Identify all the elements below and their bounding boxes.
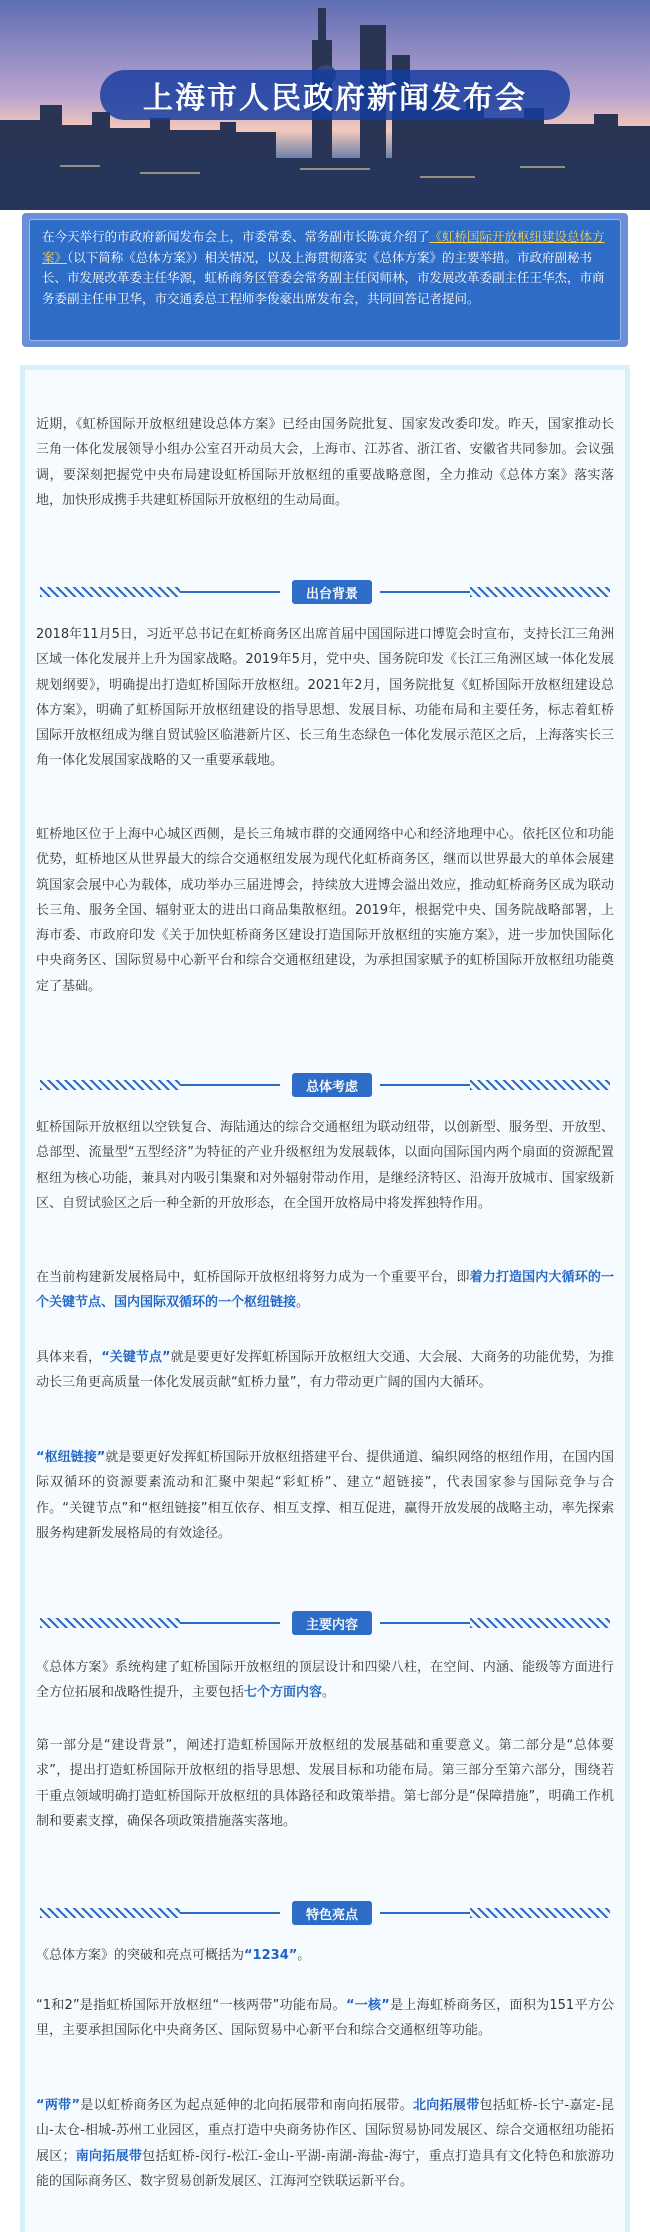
highlights-p1-emphasis: “1234” xyxy=(244,1948,298,1963)
intro-text-part1: 在今天举行的市政府新闻发布会上，市委常委、常务副市长陈寅介绍了 xyxy=(42,229,430,244)
intro-text xyxy=(29,219,621,341)
highlights-p3-north-desc: 包括虹桥-长宁-嘉定-昆山-太仓-相城-苏州工业园区，重点打造中央商务协作区、国际贸易协同发展区、综合交通枢纽功能拓展区； xyxy=(36,2098,614,2164)
highlights-paragraph-1 xyxy=(36,1943,614,1968)
section-divider-line xyxy=(380,1084,470,1086)
intro-box xyxy=(22,213,628,347)
intro-plan-link[interactable]: 《虹桥国际开放枢纽建设总体方案》 xyxy=(42,229,605,265)
considerations-p3-text: 具体来看， xyxy=(36,1350,102,1365)
highlights-p3-emphasis: “两带” xyxy=(36,2098,81,2113)
section-divider-line xyxy=(380,591,470,593)
intro-text-part2: （以下简称《总体方案》）相关情况，以及上海贯彻落实《总体方案》的主要举措。市政府副秘书长、市发展改革委主任华源，虹桥商务区管委会常务副主任闵师林，市发展改革委副主任王华杰，市商务委副主任申卫华，市交通委总工程师李俊豪出席发布会，共同回答记者提问。 xyxy=(42,249,605,306)
lead-paragraph: 近期，《虹桥国际开放枢纽建设总体方案》已经由国务院批复、国家发改委印发。昨天，国家推动长三角一体化发展领导小组办公室召开动员大会，上海市、江苏省、浙江省、安徽省共同参加。会议强调，要深刻把握党中央布局建设虹桥国际开放枢纽的重要战略意图，全力推动《总体方案》落实落地，加快形成携手共建虹桥国际开放枢纽的生动局面。 xyxy=(36,417,614,508)
highlights-p3-north-belt: 北向拓展带 xyxy=(413,2098,480,2113)
considerations-paragraph-4 xyxy=(36,1445,614,1546)
section-divider-line xyxy=(380,1622,470,1624)
section-divider-line xyxy=(180,1084,280,1086)
section-divider-line xyxy=(180,591,280,593)
section-divider-left xyxy=(40,1618,180,1628)
content-p1-emphasis: 七个方面内容 xyxy=(244,1685,323,1701)
content-paragraph-2: 第一部分是“建设背景”，阐述打造虹桥国际开放枢纽的发展基础和重要意义。第二部分是“总体要求”，提出打造虹桥国际开放枢纽的指导思想、发展目标和功能布局。第三部分至第六部分，围绕若干重点领域明确打造虹桥国际开放枢纽的具体路径和政策举措。第七部分是“保障措施”，明确工作机制和要素支撑，确保各项政策措施落实落地。 xyxy=(36,1738,614,1829)
section-divider-right xyxy=(470,1618,610,1628)
content-p1-text: 《总体方案》系统构建了虹桥国际开放枢纽的顶层设计和四梁八柱，在空间、内涵、能级等方面进行全方位拓展和战略性提升，主要包括 xyxy=(36,1660,614,1701)
highlights-p3-south-desc: 包括虹桥-闵行-松江-金山-平湖-南湖-海盐-海宁，重点打造具有文化特色和旅游功能的国际商务区、数字贸易创新发展区、江海河空铁联运新平台。 xyxy=(36,2148,614,2189)
highlights-paragraph-2 xyxy=(36,1993,614,2044)
banner-title-bar xyxy=(100,70,570,120)
banner-title: 上海市人民政府新闻发布会 xyxy=(143,81,527,116)
section-divider-right xyxy=(470,587,610,597)
considerations-p3-rest: 就是要更好发挥虹桥国际开放枢纽大交通、大会展、大商务的功能优势，为推动长三角更高质量一体化发展贡献“虹桥力量”，有力带动更广阔的国内大循环。 xyxy=(36,1350,614,1391)
section-divider-right xyxy=(470,1908,610,1918)
section-title-highlights: 特色亮点 xyxy=(292,1901,372,1925)
considerations-p4-emphasis: “枢纽链接” xyxy=(36,1450,106,1465)
content-paragraph-1 xyxy=(36,1655,614,1706)
content-p1-end: 。 xyxy=(322,1685,336,1701)
section-divider-left xyxy=(40,1908,180,1918)
section-divider-line xyxy=(380,1912,470,1914)
section-divider-right xyxy=(470,1080,610,1090)
section-divider-left xyxy=(40,1080,180,1090)
highlights-p3-text: 是以虹桥商务区为起点延伸的北向拓展带和南向拓展带。 xyxy=(80,2098,413,2113)
highlights-paragraph-3 xyxy=(36,2093,614,2194)
section-title-considerations: 总体考虑 xyxy=(292,1073,372,1097)
considerations-p4-rest: 就是要更好发挥虹桥国际开放枢纽搭建平台、提供通道、编织网络的枢纽作用，在国内国际双循环的资源要素流动和汇聚中架起“彩虹桥”、建立“超链接”，代表国家参与国际竞争与合作。“关键节点”和“枢纽链接”相互依存、相互支撑、相互促进，赢得开放发展的战略主动，率先探索服务构建新发展格局的有效途径。 xyxy=(36,1450,614,1541)
highlights-p1-end: 。 xyxy=(297,1948,311,1963)
section-divider-line xyxy=(180,1912,280,1914)
highlights-p3-south-belt: 南向拓展带 xyxy=(75,2148,143,2164)
highlights-p2-text: “1和2”是指虹桥国际开放枢纽“一核两带”功能布局。 xyxy=(36,1998,346,2013)
highlights-p2-emphasis: “一核” xyxy=(345,1998,390,2013)
considerations-paragraph-3 xyxy=(36,1345,614,1396)
section-divider-left xyxy=(40,587,180,597)
considerations-p2-text: 在当前构建新发展格局中，虹桥国际开放枢纽将努力成为一个重要平台，即 xyxy=(36,1270,470,1285)
considerations-p3-emphasis: “关键节点” xyxy=(101,1350,171,1365)
considerations-p2-emphasis: 着力打造国内大循环的一个关键节点、国内国际双循环的一个枢纽链接 xyxy=(36,1270,614,1311)
section-title-content: 主要内容 xyxy=(292,1611,372,1635)
header-banner xyxy=(0,0,650,210)
background-paragraph-1: 2018年11月5日，习近平总书记在虹桥商务区出席首届中国国际进口博览会时宣布，支持长江三角洲区域一体化发展并上升为国家战略。2019年5月，党中央、国务院印发《长江三角洲区域一体化发展规划纲要》，明确提出打造虹桥国际开放枢纽。2021年2月，国务院批复《虹桥国际开放枢纽建设总体方案》，明确了虹桥国际开放枢纽建设的指导思想、发展目标、功能布局和主要任务，标志着虹桥国际开放枢纽成为继自贸试验区临港新片区、长三角生态绿色一体化发展示范区之后，上海落实长三角一体化发展国家战略的又一重要承载地。 xyxy=(36,627,614,769)
considerations-paragraph-1: 虹桥国际开放枢纽以空铁复合、海陆通达的综合交通枢纽为联动纽带，以创新型、服务型、开放型、总部型、流量型“五型经济”为特征的产业升级枢纽为发展载体，以面向国际国内两个扇面的资源配置枢纽为核心功能，兼具对内吸引集聚和对外辐射带动作用，是继经济特区、沿海开放城市、国家级新区、自贸试验区之后一种全新的开放形态，在全国开放格局中将发挥独特作用。 xyxy=(36,1120,614,1211)
highlights-p2-rest: 是上海虹桥商务区，面积为151平方公里，主要承担国际化中央商务区、国际贸易中心新平台和综合交通枢纽等功能。 xyxy=(36,1998,614,2039)
section-divider-line xyxy=(180,1622,280,1624)
background-paragraph-2: 虹桥地区位于上海中心城区西侧，是长三角城市群的交通网络中心和经济地理中心。依托区位和功能优势，虹桥地区从世界最大的综合交通枢纽发展为现代化虹桥商务区，继而以世界最大的单体会展建筑国家会展中心为载体，成功举办三届进博会，持续放大进博会溢出效应，推动虹桥商务区成为联动长三角、服务全国、辐射亚太的进出口商品集散枢纽。2019年，根据党中央、国务院战略部署，上海市委、市政府印发《关于加快虹桥商务区建设打造国际开放枢纽的实施方案》，进一步加快国际化中央商务区、国际贸易中心新平台和综合交通枢纽建设，为承担国家赋予的虹桥国际开放枢纽功能奠定了基础。 xyxy=(36,827,614,994)
considerations-paragraph-2 xyxy=(36,1265,614,1316)
considerations-p2-end: 。 xyxy=(296,1295,310,1311)
highlights-p1-text: 《总体方案》的突破和亮点可概括为 xyxy=(36,1948,245,1963)
section-title-background: 出台背景 xyxy=(292,580,372,604)
